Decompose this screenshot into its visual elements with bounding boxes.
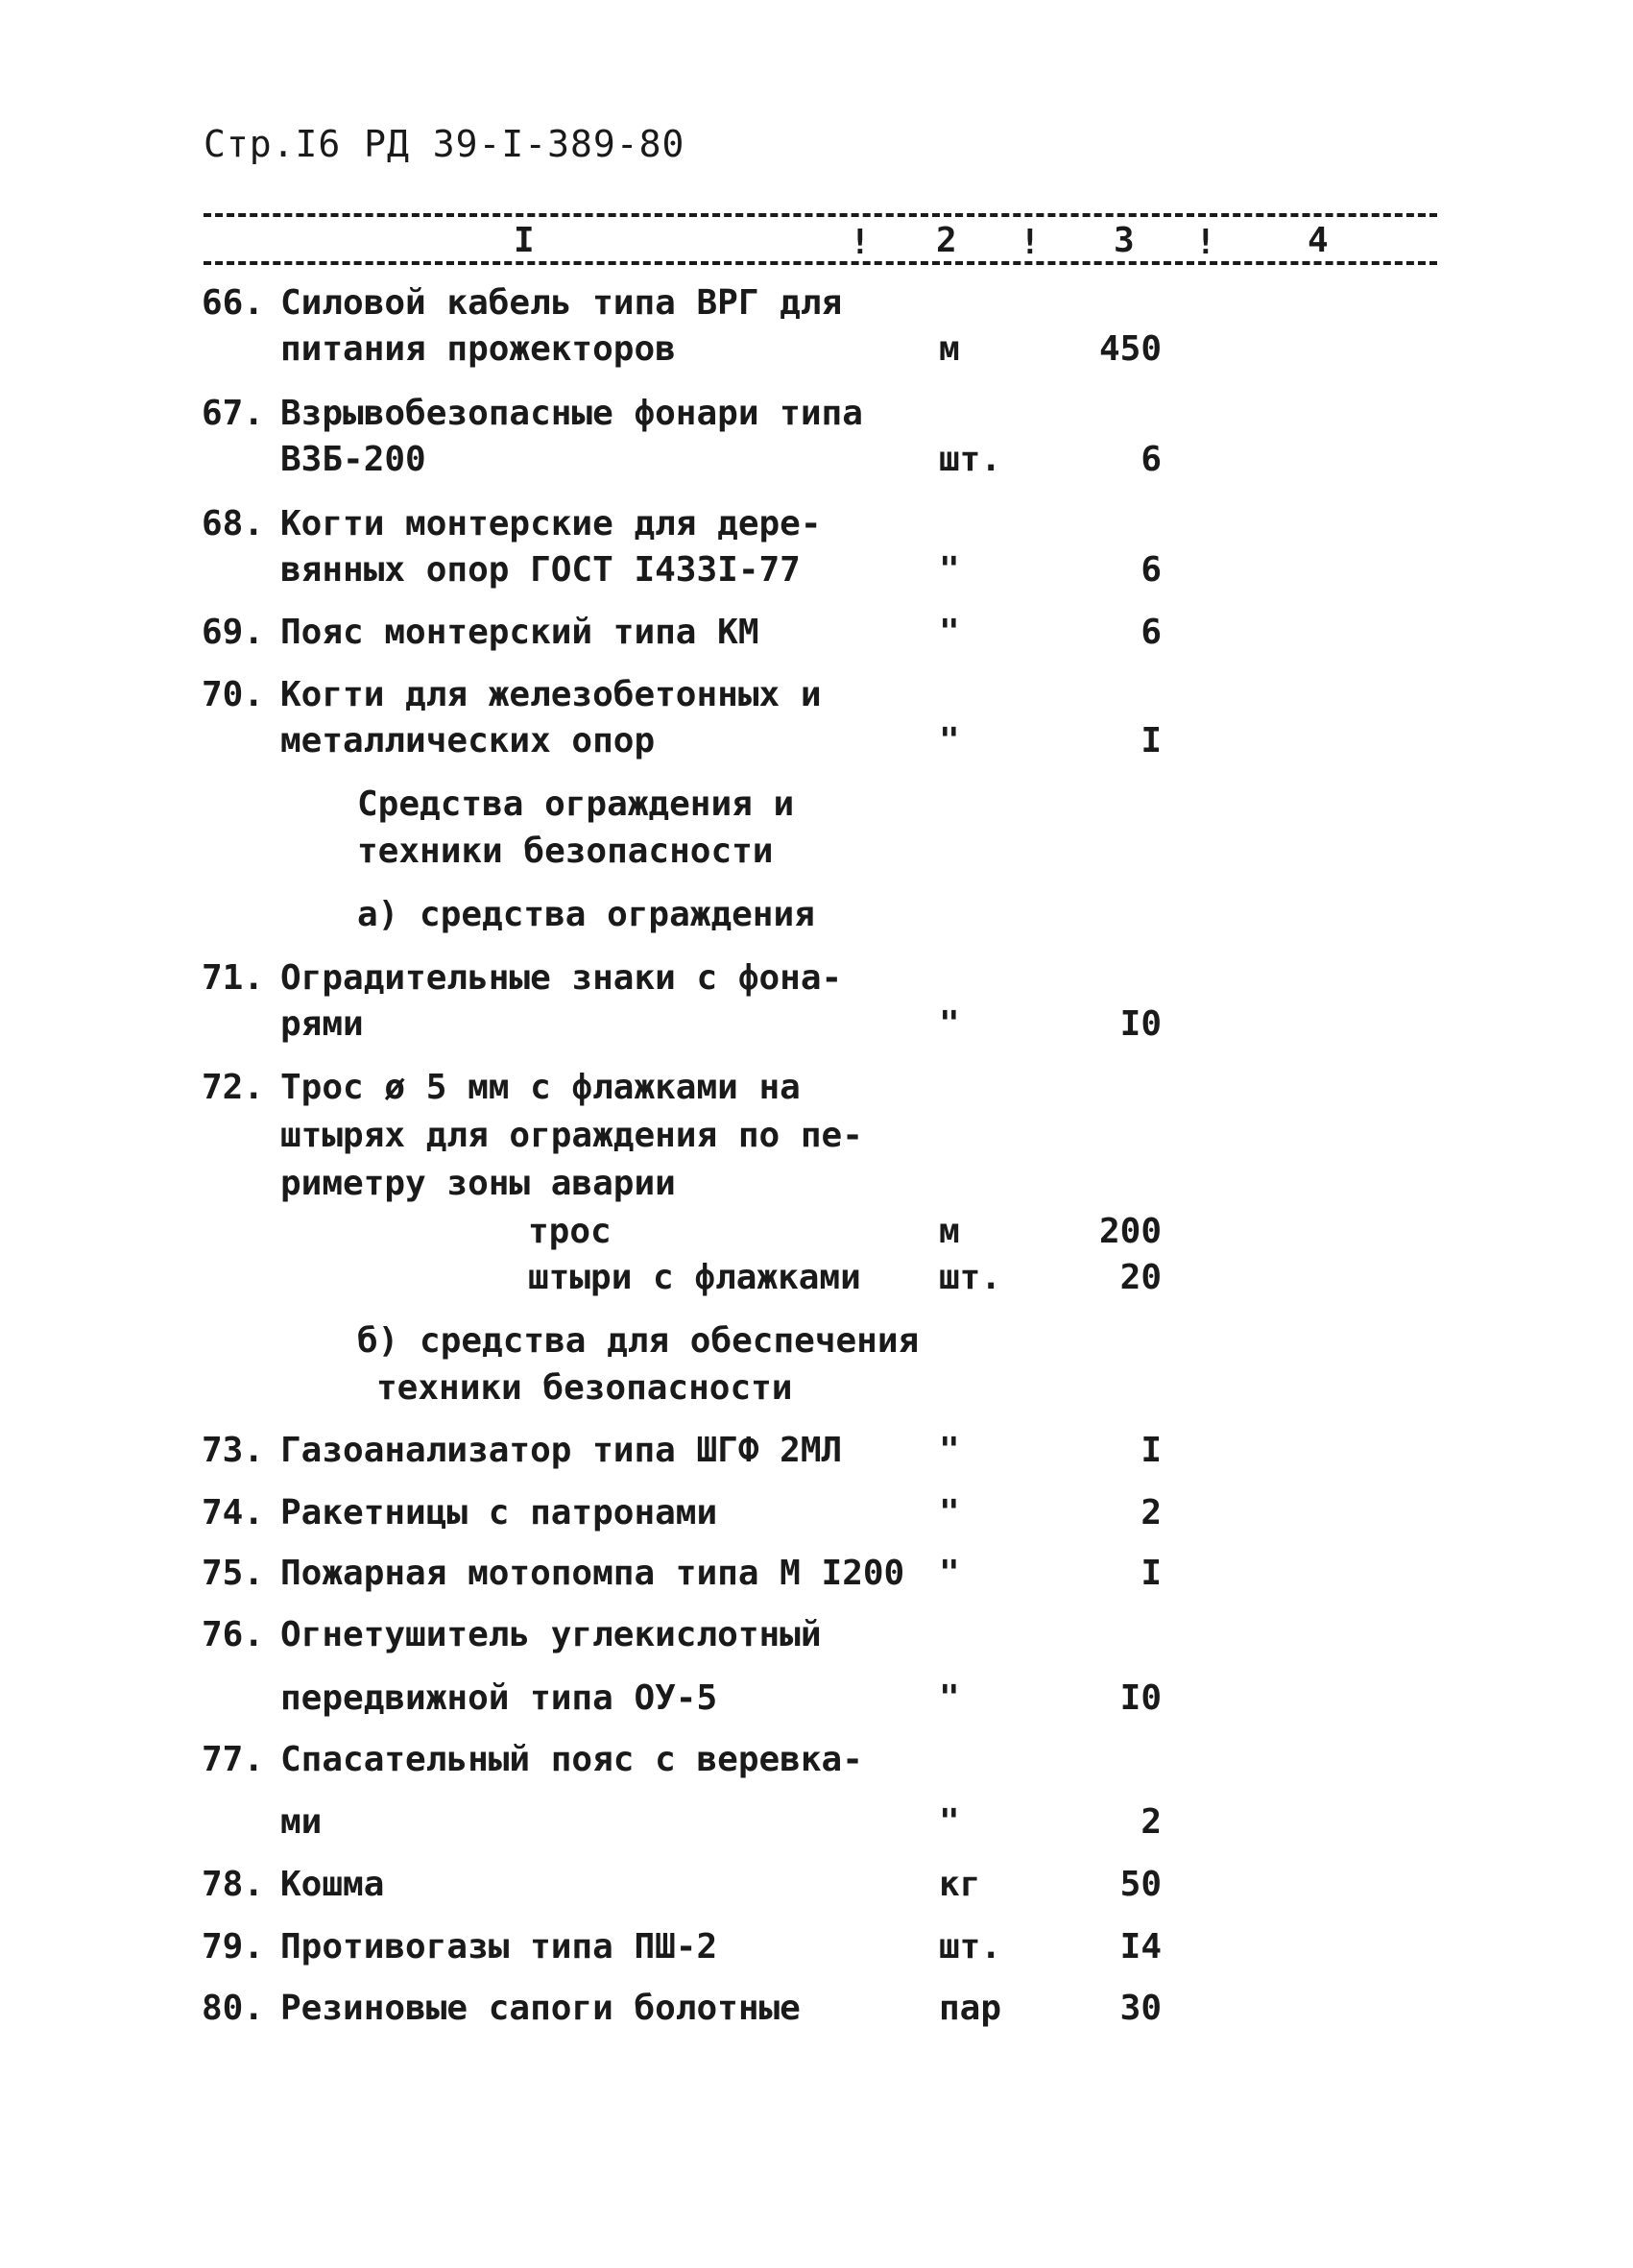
item-quantity: I — [1141, 1554, 1162, 1593]
column-separator: ! — [1020, 223, 1041, 262]
item-text: Когти для железобетонных и — [280, 675, 822, 714]
table-row — [0, 394, 1633, 442]
item-unit: " — [939, 1431, 960, 1470]
item-quantity: 200 — [1098, 1212, 1162, 1251]
table-row — [0, 283, 1633, 331]
item-number: 66. — [202, 283, 265, 323]
item-quantity: 6 — [1141, 613, 1162, 652]
item-number: 74. — [202, 1493, 265, 1532]
table-row — [0, 1740, 1633, 1788]
item-quantity: 50 — [1119, 1865, 1162, 1904]
item-text: Оградительные знаки с фона- — [280, 958, 843, 998]
subsection-heading — [0, 1368, 1633, 1416]
table-row — [0, 1493, 1633, 1541]
item-text: Ракетницы с патронами — [280, 1493, 718, 1532]
item-number: 70. — [202, 675, 265, 714]
item-quantity: 6 — [1141, 440, 1162, 479]
item-unit: кг — [939, 1865, 981, 1904]
column-header-3: 3 — [1114, 221, 1135, 260]
item-text: Когти монтерские для дере- — [280, 504, 822, 543]
table-row — [0, 1164, 1633, 1212]
item-text: Кошма — [280, 1865, 385, 1904]
table-row — [0, 1554, 1633, 1602]
table-row — [0, 1068, 1633, 1116]
table-row — [0, 440, 1633, 488]
item-text: риметру зоны аварии — [280, 1164, 676, 1203]
item-text: рями — [280, 1004, 364, 1044]
item-text: трос — [528, 1212, 612, 1251]
item-text: ми — [280, 1802, 323, 1842]
item-text: Огнетушитель углекислотный — [280, 1615, 822, 1654]
table-row — [0, 1927, 1633, 1975]
item-text: металлических опор — [280, 721, 656, 760]
item-text: Пояс монтерский типа КМ — [280, 613, 759, 652]
subsection-heading — [0, 895, 1633, 943]
item-text: Силовой кабель типа ВРГ для — [280, 283, 843, 323]
item-number: 78. — [202, 1865, 265, 1904]
table-row — [0, 329, 1633, 377]
table-top-dashes — [204, 213, 1437, 217]
item-quantity: I — [1141, 1431, 1162, 1470]
section-heading-text: техники безопасности — [357, 832, 774, 871]
item-text: вянных опор ГОСТ I433I-77 — [280, 550, 801, 590]
table-row — [0, 1615, 1633, 1663]
item-quantity: I0 — [1119, 1678, 1162, 1718]
item-quantity: I4 — [1119, 1927, 1162, 1966]
table-row — [0, 504, 1633, 552]
item-unit: " — [939, 1493, 960, 1532]
table-row — [0, 721, 1633, 769]
item-text: питания прожекторов — [280, 329, 676, 369]
item-unit: " — [939, 1004, 960, 1044]
item-unit: " — [939, 550, 960, 590]
table-row — [0, 675, 1633, 723]
subsection-heading-text: а) средства ограждения — [357, 895, 815, 934]
table-row — [0, 1802, 1633, 1850]
column-separator: ! — [1195, 223, 1216, 262]
column-header-1: I — [514, 221, 535, 260]
item-unit: " — [939, 1678, 960, 1718]
item-number: 68. — [202, 504, 265, 543]
item-quantity: 30 — [1119, 1989, 1162, 2028]
item-number: 76. — [202, 1615, 265, 1654]
item-quantity: 6 — [1141, 550, 1162, 590]
table-row — [0, 550, 1633, 598]
table-row — [0, 613, 1633, 661]
page-header: Стр.I6 РД 39-I-389-80 — [204, 123, 685, 165]
item-text: Противогазы типа ПШ-2 — [280, 1927, 718, 1966]
table-row — [0, 1004, 1633, 1052]
item-unit: м — [939, 329, 960, 369]
item-unit: " — [939, 721, 960, 760]
table-row — [0, 1678, 1633, 1726]
item-number: 80. — [202, 1989, 265, 2028]
item-number: 77. — [202, 1740, 265, 1779]
item-quantity: I0 — [1119, 1004, 1162, 1044]
item-number: 67. — [202, 394, 265, 433]
table-row — [0, 1865, 1633, 1913]
item-number: 73. — [202, 1431, 265, 1470]
table-row — [0, 958, 1633, 1006]
item-number: 75. — [202, 1554, 265, 1593]
item-text: Взрывобезопасные фонари типа — [280, 394, 863, 433]
section-heading-text: Средства ограждения и — [357, 784, 795, 824]
subsection-heading — [0, 1321, 1633, 1369]
item-text: передвижной типа ОУ-5 — [280, 1678, 718, 1718]
subsection-heading-text: техники безопасности — [376, 1368, 793, 1408]
item-quantity: 20 — [1119, 1258, 1162, 1297]
item-text: ВЗБ-200 — [280, 440, 426, 479]
item-number: 79. — [202, 1927, 265, 1966]
item-text: Спасательный пояс с веревка- — [280, 1740, 863, 1779]
item-number: 69. — [202, 613, 265, 652]
item-unit: " — [939, 1554, 960, 1593]
item-unit: пар — [939, 1989, 1002, 2028]
item-quantity: 2 — [1141, 1493, 1162, 1532]
section-heading — [0, 784, 1633, 832]
item-quantity: 450 — [1098, 329, 1162, 369]
item-text: штыри с флажками — [528, 1258, 861, 1297]
item-unit: м — [939, 1212, 960, 1251]
table-row — [0, 1258, 1633, 1306]
item-unit: шт. — [939, 1927, 1002, 1966]
item-text: Газоанализатор типа ШГФ 2МЛ — [280, 1431, 843, 1470]
section-heading — [0, 832, 1633, 880]
item-quantity: 2 — [1141, 1802, 1162, 1842]
table-row — [0, 1212, 1633, 1260]
item-unit: " — [939, 1802, 960, 1842]
column-separator: ! — [850, 223, 871, 262]
item-text: Пожарная мотопомпа типа М I200 — [280, 1554, 905, 1593]
table-row — [0, 1116, 1633, 1164]
item-text: Резиновые сапоги болотные — [280, 1989, 801, 2028]
item-unit: шт. — [939, 1258, 1002, 1297]
item-text: Трос ø 5 мм с флажками на — [280, 1068, 801, 1107]
item-number: 71. — [202, 958, 265, 998]
item-number: 72. — [202, 1068, 265, 1107]
table-head-dashes — [204, 261, 1437, 265]
item-unit: " — [939, 613, 960, 652]
column-header-4: 4 — [1308, 221, 1329, 260]
table-row — [0, 1431, 1633, 1479]
table-row — [0, 1989, 1633, 2037]
column-header-2: 2 — [936, 221, 957, 260]
item-quantity: I — [1141, 721, 1162, 760]
item-text: штырях для ограждения по пе- — [280, 1116, 863, 1155]
item-unit: шт. — [939, 440, 1002, 479]
subsection-heading-text: б) средства для обеспечения — [357, 1321, 920, 1361]
